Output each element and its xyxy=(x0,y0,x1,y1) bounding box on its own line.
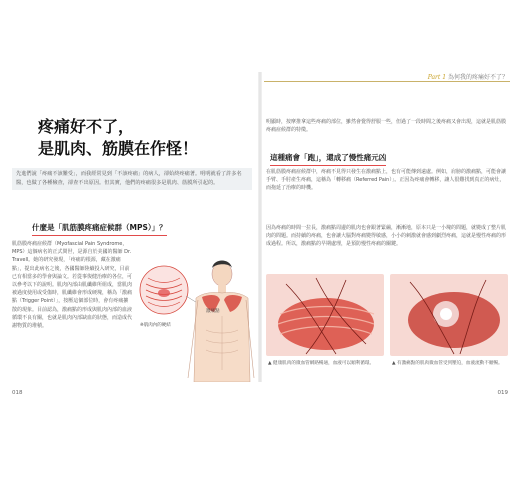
right-intro-text: 明顯時，按摩推拿這些疼痛的部位，雖然會覺得舒服一些，但過了一段時間之後疼痛又會出現，這就是肌筋膜疼痛症候群的特徵。 xyxy=(266,119,507,134)
body-text-left: 肌筋膜疼痛症候群（Myofascial Pain Syndrome，MPS）這個病名的正式問世，是源自於美國的醫師 Dr. Travell。她的研究發現，「疼痛的根源，藏在激痛點」，提出此病名之後，各國醫師陸續投入研究，目前已有相當多的學會與論文。若從事復健治療的各位，可以參考以下的說明。肌肉內部由肌纖維所組成，當肌肉被過度使用或受傷時，肌纖維會形成硬塊，稱為「激痛點（Trigger Point）」，按壓這個部位時，會有疼痛擴散的現象。目前認為，激痛點的形成與肌肉內部的血液循環不良有關，也就是肌肉內部缺血的狀態，而造成代謝物質的堆積。 xyxy=(12,241,132,330)
trigger-point-muscle-image xyxy=(390,274,508,356)
healthy-muscle-image xyxy=(266,274,384,356)
trigger-knot xyxy=(158,289,170,297)
header-text: 為何我的疼痛好不了？ xyxy=(447,74,508,81)
left-page xyxy=(10,72,256,396)
callout-muscle-knot: ※肌肉內的硬結 xyxy=(140,323,171,328)
trigger-point-illustration xyxy=(134,250,256,382)
figure-neck xyxy=(218,285,226,293)
book-spread xyxy=(10,72,510,396)
intro-paragraph: 先進們說「疼痛不該難受」，而我經常見到「不該疼痛」的病人，卻始終疼痛著。明明就看了許多名醫，也做了各種檢查，卻查不出原因。但其實，他們的疼痛很多是肌肉、筋膜所引起的。 xyxy=(12,168,252,190)
healthy-muscle-svg xyxy=(266,274,384,356)
caption-trigger: ▲ 有激痛點的肌肉微血管受到壓迫，血液流動不順暢。 xyxy=(392,361,503,366)
header-rule xyxy=(264,81,510,82)
page-number-right: 019 xyxy=(497,390,508,396)
running-header xyxy=(428,72,508,81)
right-body-text-1: 在肌筋膜疼痛症候群中，疼痛不見得只發生在激痛點上，也有可能傳到遠處。例如，肩膀的激痛點，可能會讓手臂、手肘產生疼痛，這稱為「轉移痛（Referred Pain）」。正因為疼痛會轉移，讓人很難找到真正的病灶，而拖延了治療的時機。 xyxy=(266,169,507,192)
title-line-1: 疼痛好不了， xyxy=(38,117,135,136)
page-number-left: 018 xyxy=(12,390,23,396)
chapter-title xyxy=(38,116,198,160)
book-gutter xyxy=(258,72,262,382)
right-body-text-2: 因為疼痛的時間一拉長，激痛點周邊的肌肉也會跟著緊繃，漸漸地，原本只是一小塊的問題，就變成了整片肌肉的問題。而持續的疼痛，也會讓大腦對疼痛變得敏感，小小的刺激就會感到劇烈疼痛，這就是慢性疼痛的形成過程。所以，激痛點的早期處理，是預防慢性疼痛的關鍵。 xyxy=(266,225,507,248)
section-title-mps: 什麼是「肌筋膜疼痛症候群（MPS）」？ xyxy=(32,222,167,236)
title-line-2: 是肌肉、筋膜在作怪！ xyxy=(38,139,199,158)
trigger-muscle-svg xyxy=(390,274,508,356)
right-page xyxy=(264,72,510,396)
section-title-referred-pain: 這種痛會「跑」，還成了慢性痛元凶 xyxy=(270,152,386,166)
callout-trigger-point: 激痛點 xyxy=(206,309,220,314)
caption-healthy: ▲ 健康肌肉的微血管網路暢通，血液可以順利循環。 xyxy=(268,361,375,366)
body-figure-svg xyxy=(134,250,256,382)
header-part-label: Part 1 xyxy=(427,74,447,81)
